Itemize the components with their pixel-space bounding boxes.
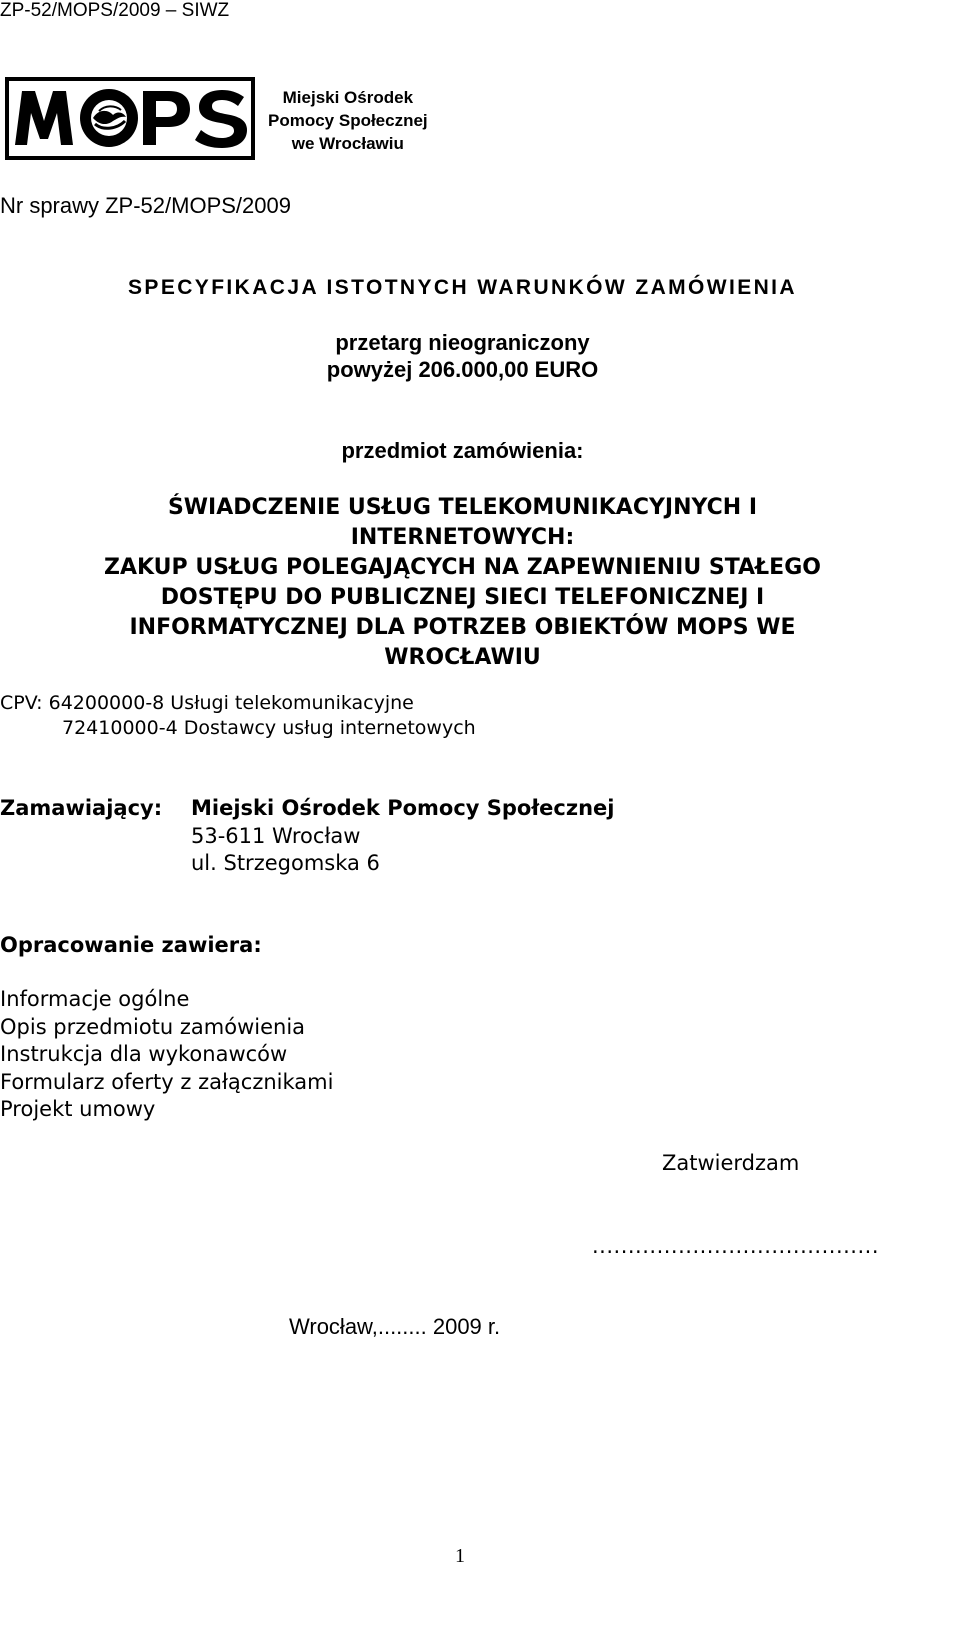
list-item: Opis przedmiotu zamówienia bbox=[0, 1014, 306, 1039]
mops-logo bbox=[5, 77, 255, 160]
subject-title-line: INFORMATYCZNEJ DLA POTRZEB OBIEKTÓW MOPS WE bbox=[129, 615, 796, 640]
cpv-code-telecom: CPV: 64200000-8 Usługi telekomunikacyjne bbox=[0, 692, 414, 714]
buyer-postal: 53-611 Wrocław bbox=[191, 824, 361, 848]
procedure-threshold: powyżej 206.000,00 EURO bbox=[326, 357, 599, 382]
list-item: Formularz oferty z załącznikami bbox=[0, 1069, 334, 1094]
subject-title bbox=[0, 493, 925, 673]
subject-label: przedmiot zamówienia: bbox=[341, 438, 584, 463]
mops-logo-wordmark bbox=[9, 81, 251, 156]
logo-caption bbox=[268, 86, 428, 155]
buyer-label: Zamawiający: bbox=[0, 796, 163, 820]
signature-line: ........................................ bbox=[592, 1234, 880, 1258]
list-item: Instrukcja dla wykonawców bbox=[0, 1042, 288, 1066]
cpv-code-internet: 72410000-4 Dostawcy usług internetowych bbox=[62, 717, 476, 739]
subject-title-line: DOSTĘPU DO PUBLICZNEJ SIECI TELEFONICZNEJ I bbox=[160, 585, 765, 610]
approval-label: Zatwierdzam bbox=[662, 1151, 800, 1175]
list-item: Projekt umowy bbox=[0, 1097, 156, 1121]
list-item: Informacje ogólne bbox=[0, 987, 190, 1011]
subject-title-line: ŚWIADCZENIE USŁUG TELEKOMUNIKACYJNYCH I bbox=[167, 495, 758, 520]
spec-title: SPECYFIKACJA ISTOTNYCH WARUNKÓW ZAMÓWIENIA bbox=[128, 276, 797, 299]
case-number: Nr sprawy ZP-52/MOPS/2009 bbox=[0, 193, 291, 218]
running-header: ZP-52/MOPS/2009 – SIWZ bbox=[0, 0, 230, 21]
subject-title-line: ZAKUP USŁUG POLEGAJĄCYCH NA ZAPEWNIENIU STAŁEGO bbox=[104, 555, 821, 580]
logo-caption-line: we Wrocławiu bbox=[291, 134, 404, 153]
logo-caption-line: Pomocy Społecznej bbox=[268, 111, 428, 130]
subject-title-line: INTERNETOWYCH: bbox=[350, 525, 575, 550]
contents-heading: Opracowanie zawiera: bbox=[0, 933, 262, 957]
place-date: Wrocław,........ 2009 r. bbox=[289, 1314, 501, 1339]
subject-title-line: WROCŁAWIU bbox=[384, 645, 541, 670]
buyer-name: Miejski Ośrodek Pomocy Społecznej bbox=[191, 796, 615, 820]
contents-list bbox=[0, 986, 333, 1124]
logo-caption-line: Miejski Ośrodek bbox=[282, 88, 414, 107]
procedure-type: przetarg nieograniczony bbox=[335, 330, 590, 355]
buyer-street: ul. Strzegomska 6 bbox=[191, 851, 380, 875]
page-number: 1 bbox=[455, 1545, 465, 1567]
